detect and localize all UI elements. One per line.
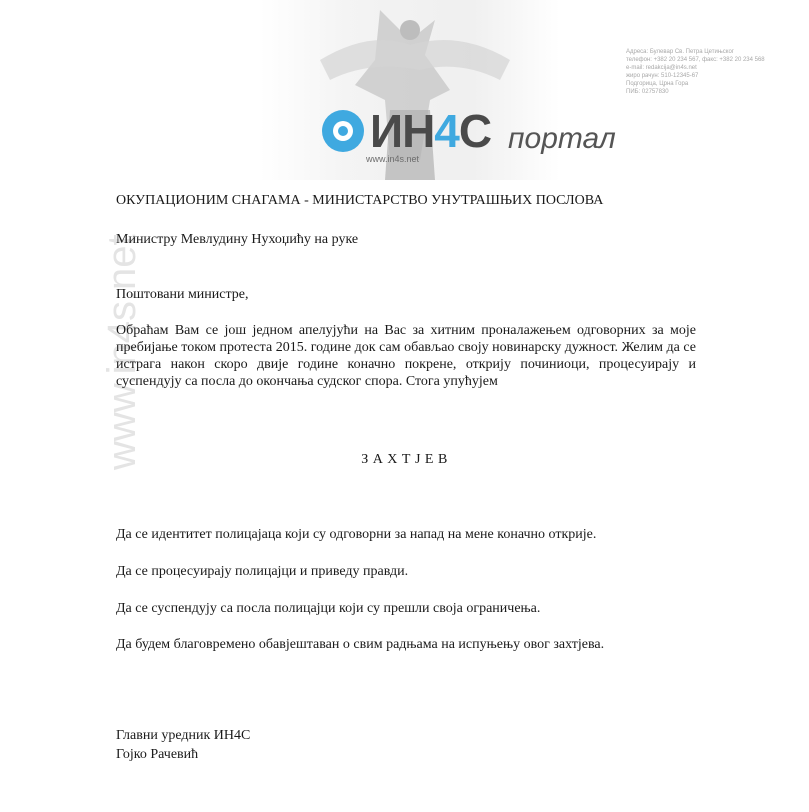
contact-line: телефон: +382 20 234 567, факс: +382 20 234 568 bbox=[626, 57, 765, 63]
contact-line: ПИБ: 02757830 bbox=[626, 89, 669, 95]
demand-heading: З А Х Т Ј Е В bbox=[361, 452, 448, 467]
logo-four: 4 bbox=[434, 105, 459, 157]
signature-name: Гојко Рачевић bbox=[116, 747, 199, 762]
request-item: Да се процесуирају полицајци и приведу правди. bbox=[116, 564, 409, 579]
contact-line: жиро рачун: 510-12345-67 bbox=[626, 73, 699, 79]
contact-line: e-mail: redakcija@in4s.net bbox=[626, 65, 697, 71]
addressee: Министру Мевлудину Нухоџићу на руке bbox=[116, 232, 359, 247]
logo-dot-icon bbox=[338, 126, 348, 136]
logo-letter-c: С bbox=[458, 105, 492, 157]
request-item: Да се идентитет полицајаца који су одговорни за напад на мене коначно открије. bbox=[116, 527, 597, 542]
request-item: Да будем благовремено обавјештаван о свим радњама на испуњењу овог захтјева. bbox=[116, 637, 605, 652]
letter-title: ОКУПАЦИОНИМ СНАГАМА - МИНИСТАРСТВО УНУТРАШЊИХ ПОСЛОВА bbox=[116, 193, 604, 208]
logo-portal-text: портал bbox=[508, 122, 616, 155]
contact-line: Адреса: Булевар Св. Петра Цетињског bbox=[626, 49, 734, 55]
contact-info bbox=[626, 48, 776, 96]
body-paragraph: Обраћам Вам се још једном апелујући на Вас за хитним проналажењем одговорних за моје пребијање током протеста 2015. године док сам обављао своју новинарску дужност. Желим да се истрага након скоро двије године коначно покрене, открију починиоци, процесуирају и суспендују са посла до окончања судског спора. Стога упућујем bbox=[116, 323, 696, 389]
logo-letters: ИН bbox=[370, 105, 435, 157]
contact-line: Подгорица, Црна Гора bbox=[626, 81, 689, 87]
letterhead bbox=[90, 0, 809, 180]
watermark: www.in4s.net bbox=[100, 234, 144, 470]
greeting: Поштовани министре, bbox=[116, 287, 249, 302]
logo-wordmark bbox=[370, 104, 491, 158]
request-item: Да се суспендују са посла полицајци који су прешли своја ограничења. bbox=[116, 601, 541, 616]
signature-title: Главни уредник ИН4С bbox=[116, 728, 251, 743]
logo-url: www.in4s.net bbox=[366, 154, 420, 164]
